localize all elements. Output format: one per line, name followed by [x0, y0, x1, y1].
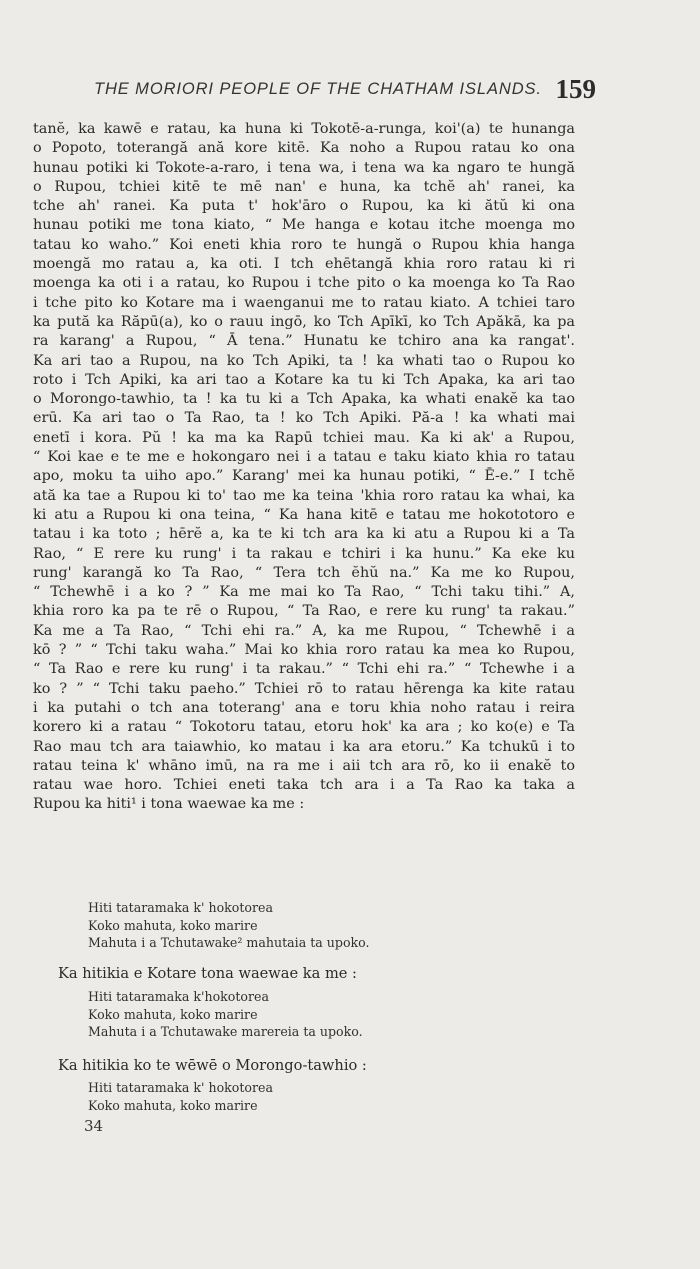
text-line: moenga ka oti i a ratau, ko Rupou i tche pito o ka moenga ko Ta Rao — [33, 275, 575, 292]
text-line: korero ki a ratau “ Tokotoru tatau, etoru hok' ka ara ; ko ko(e) e Ta — [33, 719, 575, 736]
text-line: ki atu a Rupou ki ona teina, “ Ka hana kitē e tatau me hokototoro e — [33, 506, 575, 523]
text-line: tatau i ka toto ; hērĕ a, ka te ki tch ara ka ki atu a Rupou ki a Ta — [33, 526, 575, 543]
text-line: ko ? ” “ Tchi taku paeho.” Tchiei rō to ratau hērenga ka kite ratau — [33, 680, 575, 697]
text-line: Rao mau tch ara taiawhio, ko matau i ka ara etoru.” Ka tchukū i to — [33, 738, 575, 755]
verse-line: Hiti tataramaka k'hokotorea — [88, 989, 269, 1004]
running-title: THE MORIORI PEOPLE OF THE CHATHAM ISLANDS. — [94, 80, 542, 98]
text-line: tatau ko waho.” Koi eneti khia roro te hungă o Rupou khia hanga — [33, 236, 575, 253]
text-line: tche ah' ranei. Ka puta t' hok'āro o Rupou, ka ki ătŭ ki ona — [33, 198, 575, 215]
text-line: Ka me a Ta Rao, “ Tchi ehi ra.” A, ka me Rupou, “ Tchewhē i a — [33, 622, 575, 639]
text-line: “ Tchewhē i a ko ? ” Ka me mai ko Ta Rao, “ Tchi taku tihi.” A, — [33, 584, 575, 601]
verse-line: Koko mahuta, koko marire — [88, 1006, 258, 1022]
text-line: enetī i kora. Pŭ ! ka ma ka Rapū tchiei mau. Ka ki ak' a Rupou, — [33, 429, 575, 446]
verse-block-3 — [88, 1079, 508, 1114]
text-line: i ka putahi o tch ana toterang' ana e toru khia noho ratau i reira — [33, 699, 575, 716]
text-line: roto i Tch Apiki, ka ari tao a Kotare ka tu ki Tch Apaka, ka ari tao — [33, 371, 575, 388]
text-line: kō ? ” “ Tchi taku waha.” Mai ko khia roro ratau ka mea ko Rupou, — [33, 642, 575, 659]
verse-line: Mahuta i a Tchutawake marereia ta upoko. — [88, 1024, 363, 1040]
signature-mark: 34 — [84, 1117, 104, 1135]
text-line: “ Koi kae e te me e hokongaro nei i a tatau e taku kiato khia ro tatau — [33, 449, 575, 466]
text-line: o Morongo-tawhio, ta ! ka tu ki a Tch Apaka, ka whati enakĕ ka tao — [33, 391, 575, 408]
text-line: Ka ari tao a Rupou, na ko Tch Apiki, ta ! ka whati tao o Rupou ko — [33, 352, 575, 369]
verse-intro-2: Ka hitikia e Kotare tona waewae ka me : — [58, 965, 357, 982]
main-paragraph — [33, 120, 575, 815]
text-line: o Rupou, tchiei kitē te mē nan' e huna, ka tchĕ ah' ranei, ka — [33, 178, 575, 195]
text-line: khia roro ka pa te rē o Rupou, “ Ta Rao, e rere ku rung' ta rakau.” — [33, 603, 575, 620]
verse-line: Hiti tataramaka k' hokotorea — [88, 1080, 273, 1095]
text-line: rung' karangă ko Ta Rao, “ Tera tch ĕhŭ na.” Ka me ko Rupou, — [33, 564, 575, 581]
verse-line: Mahuta i a Tchutawake² mahutaia ta upoko. — [88, 935, 370, 951]
text-line: Rao, “ E rere ku rung' i ta rakau e tchiri i ka hunu.” Ka eke ku — [33, 545, 575, 562]
text-line: Rupou ka hiti¹ i tona waewae ka me : — [33, 796, 305, 813]
verse-intro-3: Ka hitikia ko te wēwē o Morongo-tawhio : — [58, 1057, 367, 1074]
text-line: erū. Ka ari tao o Ta Rao, ta ! ko Tch Apiki. Pă-a ! ka whati mai — [33, 410, 575, 427]
text-line: apo, moku ta uiho apo.” Karang' mei ka hunau potiki, “ Ē-e.” I tchĕ — [33, 468, 575, 485]
text-line: ată ka tae a Rupou ki to' tao me ka teina 'khia roro ratau ka whai, ka — [33, 487, 575, 504]
text-line: hunau potiki me tona kiato, “ Me hanga e kotau itche moenga mo — [33, 217, 575, 234]
text-line: o Popoto, toterangă ană kore kitē. Ka noho a Rupou ratau ko ona — [33, 140, 575, 157]
page-number: 159 — [555, 74, 596, 104]
verse-line: Koko mahuta, koko marire — [88, 917, 258, 933]
text-line: i tche pito ko Kotare ma i waenganui me to ratau kiato. A tchiei taro — [33, 294, 575, 311]
text-line: ra karang' a Rupou, “ Ā tena.” Hunatu ke tchiro ana ka rangat'. — [33, 333, 575, 350]
text-line: ka pută ka Răpū(a), ko o rauu ingō, ko Tch Apīkī, ko Tch Apăkā, ka pa — [33, 313, 575, 330]
page-header — [90, 76, 600, 108]
text-line: ratau wae horo. Tchiei eneti taka tch ara i a Ta Rao ka taka a — [33, 777, 575, 794]
verse-block-1 — [88, 899, 508, 952]
text-line: tanĕ, ka kawē e ratau, ka huna ki Tokotē-a-runga, koi'(a) te hunanga — [33, 121, 575, 137]
text-line: ratau teina k' whāno imū, na ra me i aii tch ara rō, ko ii enakĕ to — [33, 757, 575, 774]
text-line: moengă mo ratau a, ka oti. I tch ehētangă khia roro ratau ki ri — [33, 256, 575, 273]
verse-line: Hiti tataramaka k' hokotorea — [88, 900, 273, 915]
text-line: “ Ta Rao e rere ku rung' i ta rakau.” “ Tchi ehi ra.” “ Tchewhe i a — [33, 661, 575, 678]
verse-line: Koko mahuta, koko marire — [88, 1097, 258, 1113]
text-line: hunau potiki ki Tokote-a-raro, i tena wa, i tena wa ka ngaro te hungă — [33, 159, 575, 176]
verse-block-2 — [88, 988, 508, 1041]
